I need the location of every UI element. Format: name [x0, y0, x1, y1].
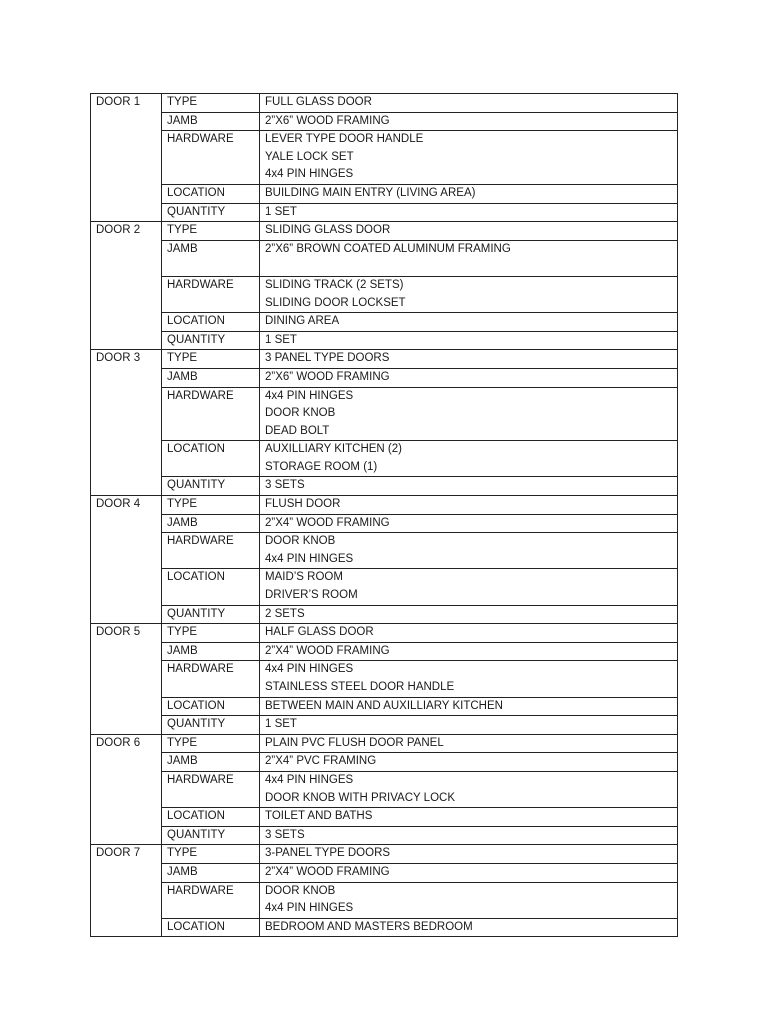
attribute-label-cell: TYPE [162, 845, 260, 864]
attribute-label-cell: JAMB [162, 368, 260, 387]
table-row [91, 387, 678, 441]
attribute-value-line: 2”X6” WOOD FRAMING [265, 370, 390, 383]
table-row [91, 350, 678, 369]
table-row [91, 826, 678, 845]
attribute-value-line: 4x4 PIN HINGES [265, 773, 354, 786]
table-row [91, 276, 678, 312]
attribute-value-line: 4x4 PIN HINGES [265, 168, 354, 181]
attribute-value-cell [260, 605, 678, 624]
attribute-label-cell: QUANTITY [162, 203, 260, 222]
attribute-label-cell: QUANTITY [162, 331, 260, 350]
attribute-value-line: DOOR KNOB WITH PRIVACY LOCK [265, 791, 455, 804]
table-row [91, 533, 678, 569]
attribute-value-line: 2”X4” PVC FRAMING [265, 755, 377, 768]
attribute-value-cell [260, 716, 678, 735]
table-row [91, 496, 678, 515]
door-schedule-body [91, 94, 678, 937]
attribute-label-cell: HARDWARE [162, 131, 260, 185]
table-row [91, 514, 678, 533]
table-row [91, 882, 678, 918]
door-name-cell: DOOR 6 [91, 734, 162, 845]
table-row [91, 184, 678, 203]
attribute-value-line: DOOR KNOB [265, 884, 336, 897]
attribute-value-cell [260, 184, 678, 203]
table-row [91, 477, 678, 496]
attribute-value-cell [260, 441, 678, 477]
attribute-label-cell: HARDWARE [162, 276, 260, 312]
table-row [91, 441, 678, 477]
attribute-value-cell [260, 240, 678, 276]
attribute-value-cell [260, 642, 678, 661]
table-row [91, 131, 678, 185]
attribute-value-cell [260, 477, 678, 496]
door-name-cell: DOOR 5 [91, 624, 162, 735]
attribute-value-cell [260, 514, 678, 533]
attribute-value-line: DINING AREA [265, 315, 340, 328]
door-name-cell: DOOR 1 [91, 94, 162, 222]
attribute-value-line: LEVER TYPE DOOR HANDLE [265, 133, 424, 146]
table-row [91, 716, 678, 735]
attribute-value-line: FULL GLASS DOOR [265, 96, 372, 108]
attribute-value-line: DEAD BOLT [265, 424, 330, 437]
attribute-label-cell: LOCATION [162, 569, 260, 605]
attribute-value-line: BEDROOM AND MASTERS BEDROOM [265, 920, 473, 933]
table-row [91, 203, 678, 222]
attribute-value-line: STORAGE ROOM (1) [265, 460, 378, 473]
table-row [91, 863, 678, 882]
door-name-cell: DOOR 4 [91, 496, 162, 624]
attribute-label-cell: JAMB [162, 112, 260, 131]
attribute-label-cell: LOCATION [162, 918, 260, 937]
attribute-value-line: SLIDING TRACK (2 SETS) [265, 278, 404, 291]
attribute-value-cell [260, 734, 678, 753]
attribute-value-line: 4x4 PIN HINGES [265, 552, 354, 565]
attribute-label-cell: HARDWARE [162, 771, 260, 807]
attribute-value-line: DOOR KNOB [265, 407, 336, 420]
attribute-value-line: BETWEEN MAIN AND AUXILLIARY KITCHEN [265, 699, 503, 712]
attribute-value-line: 1 SET [265, 205, 297, 218]
attribute-label-cell: HARDWARE [162, 387, 260, 441]
table-row [91, 808, 678, 827]
attribute-value-cell [260, 203, 678, 222]
attribute-value-line: TOILET AND BATHS [265, 810, 373, 823]
attribute-label-cell: LOCATION [162, 184, 260, 203]
attribute-value-line: 4x4 PIN HINGES [265, 663, 354, 676]
attribute-value-line: 2”X6” WOOD FRAMING [265, 114, 390, 127]
table-row [91, 845, 678, 864]
table-row [91, 753, 678, 772]
attribute-value-line [265, 258, 672, 276]
attribute-value-cell [260, 882, 678, 918]
attribute-label-cell: JAMB [162, 240, 260, 276]
attribute-value-cell [260, 918, 678, 937]
attribute-value-line: 2”X4” WOOD FRAMING [265, 516, 390, 529]
attribute-label-cell: QUANTITY [162, 716, 260, 735]
attribute-value-cell [260, 661, 678, 697]
table-row [91, 222, 678, 241]
door-name-cell: DOOR 7 [91, 845, 162, 937]
attribute-value-cell [260, 845, 678, 864]
attribute-value-line: 2”X6” BROWN COATED ALUMINUM FRAMING [265, 242, 511, 255]
attribute-label-cell: HARDWARE [162, 533, 260, 569]
attribute-value-cell [260, 331, 678, 350]
attribute-value-line: YALE LOCK SET [265, 150, 354, 163]
attribute-value-cell [260, 222, 678, 241]
attribute-value-line: DOOR KNOB [265, 535, 336, 548]
attribute-value-cell [260, 771, 678, 807]
table-row [91, 697, 678, 716]
attribute-value-line: AUXILLIARY KITCHEN (2) [265, 443, 402, 456]
table-row [91, 918, 678, 937]
attribute-label-cell: LOCATION [162, 697, 260, 716]
attribute-value-line: 2”X4” WOOD FRAMING [265, 644, 390, 657]
attribute-label-cell: JAMB [162, 753, 260, 772]
attribute-label-cell: LOCATION [162, 313, 260, 332]
attribute-value-cell [260, 569, 678, 605]
attribute-label-cell: QUANTITY [162, 605, 260, 624]
attribute-value-cell [260, 313, 678, 332]
table-row [91, 112, 678, 131]
table-row [91, 94, 678, 113]
attribute-value-cell [260, 697, 678, 716]
attribute-value-cell [260, 368, 678, 387]
attribute-value-line: 3 SETS [265, 479, 305, 492]
door-schedule-table [90, 93, 678, 937]
attribute-value-line: PLAIN PVC FLUSH DOOR PANEL [265, 736, 444, 749]
attribute-label-cell: LOCATION [162, 441, 260, 477]
table-row [91, 734, 678, 753]
attribute-label-cell: JAMB [162, 863, 260, 882]
attribute-label-cell: LOCATION [162, 808, 260, 827]
attribute-value-cell [260, 624, 678, 643]
attribute-label-cell: TYPE [162, 350, 260, 369]
attribute-value-line: FLUSH DOOR [265, 498, 341, 511]
table-row [91, 569, 678, 605]
attribute-value-cell [260, 533, 678, 569]
attribute-label-cell: TYPE [162, 496, 260, 515]
attribute-value-cell [260, 826, 678, 845]
attribute-value-line: BUILDING MAIN ENTRY (LIVING AREA) [265, 186, 476, 199]
table-row [91, 331, 678, 350]
attribute-value-cell [260, 276, 678, 312]
attribute-value-line: 4x4 PIN HINGES [265, 389, 354, 402]
table-row [91, 624, 678, 643]
table-row [91, 661, 678, 697]
attribute-value-cell [260, 496, 678, 515]
attribute-value-line: 4x4 PIN HINGES [265, 902, 354, 915]
attribute-value-cell [260, 863, 678, 882]
attribute-value-cell [260, 350, 678, 369]
door-name-cell: DOOR 3 [91, 350, 162, 496]
attribute-label-cell: TYPE [162, 94, 260, 113]
attribute-value-line: 1 SET [265, 718, 297, 731]
attribute-value-line: 2”X4” WOOD FRAMING [265, 865, 390, 878]
attribute-value-line: 1 SET [265, 333, 297, 346]
attribute-value-line: 3-PANEL TYPE DOORS [265, 847, 391, 860]
table-row [91, 240, 678, 276]
attribute-value-line: SLIDING DOOR LOCKSET [265, 296, 406, 309]
attribute-value-line: MAID’S ROOM [265, 571, 343, 584]
attribute-value-line: HALF GLASS DOOR [265, 626, 374, 639]
attribute-label-cell: TYPE [162, 222, 260, 241]
attribute-value-cell [260, 753, 678, 772]
attribute-value-line: 2 SETS [265, 607, 305, 620]
attribute-value-line: 3 PANEL TYPE DOORS [265, 352, 390, 365]
attribute-value-cell [260, 131, 678, 185]
attribute-value-line: DRIVER’S ROOM [265, 589, 358, 602]
attribute-label-cell: JAMB [162, 514, 260, 533]
table-row [91, 313, 678, 332]
attribute-value-cell [260, 112, 678, 131]
attribute-label-cell: TYPE [162, 624, 260, 643]
table-row [91, 368, 678, 387]
door-name-cell: DOOR 2 [91, 222, 162, 350]
attribute-label-cell: JAMB [162, 642, 260, 661]
table-row [91, 605, 678, 624]
attribute-value-cell [260, 808, 678, 827]
attribute-value-cell [260, 94, 678, 113]
attribute-label-cell: HARDWARE [162, 661, 260, 697]
attribute-label-cell: QUANTITY [162, 826, 260, 845]
attribute-label-cell: TYPE [162, 734, 260, 753]
attribute-label-cell: HARDWARE [162, 882, 260, 918]
attribute-value-line: 3 SETS [265, 828, 305, 841]
table-row [91, 642, 678, 661]
table-row [91, 771, 678, 807]
attribute-label-cell: QUANTITY [162, 477, 260, 496]
attribute-value-line: STAINLESS STEEL DOOR HANDLE [265, 681, 455, 693]
attribute-value-line: SLIDING GLASS DOOR [265, 224, 391, 237]
attribute-value-cell [260, 387, 678, 441]
